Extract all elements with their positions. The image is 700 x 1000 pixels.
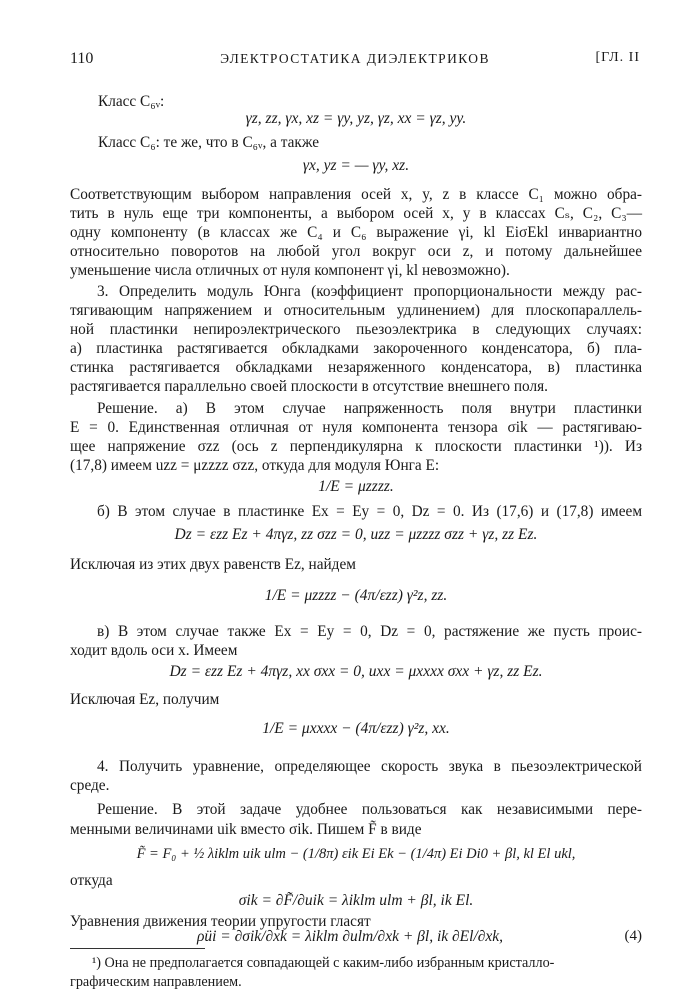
text-line: Соответствующим выбором направления осей x, y, z в классе C₁ можно обра- [70,186,642,203]
equation: Dz = εzz Ez + 4πγz, zz σzz = 0, uzz = μzzzz σzz + γz, zz Ez. [174,526,538,543]
running-title: ЭЛЕКТРОСТАТИКА ДИЭЛЕКТРИКОВ [220,51,490,66]
equation-number: (4) [624,928,642,944]
text-line: откуда [70,872,113,889]
text-line: щее напряжение σzz (ось z перпендикулярна к плоскости пластинки ¹)). Из [70,438,642,455]
footnote-text: Она не предполагается совпадающей с каким-либо избранным кристалло- [104,955,555,971]
equation: 1/E = μxxxx − (4π/εzz) γ²z, xx. [262,720,450,737]
equation: F̃ = F₀ + ½ λiklm uik ulm − (1/8π) εik Ei Ek − (1/4π) Ei Di0 + βl, kl El ukl, [136,846,576,862]
text-line: а) пластинка растягивается обкладками закороченного конденсатора, б) пла- [70,340,642,357]
footnote-line-1 [92,954,642,973]
text-line: Исключая из этих двух равенств Ez, найдем [70,556,356,573]
equation: σik = ∂F̃/∂uik = λiklm ulm + βl, ik El. [238,892,474,909]
text-line: Исключая Ez, получим [70,691,220,708]
text-line: Класс C₆ᵥ: [98,93,165,110]
text-line: среде. [70,777,110,794]
equation: γz, zz, γx, xz = γy, yz, γz, xx = γz, yy. [245,110,467,127]
text-line: тягивающим напряжением и относительным удлинением) для плоскопараллель- [70,302,642,319]
solution-line: Решение. В этой задаче удобнее пользоваться как независимыми пере- [97,801,642,818]
text-line: ной пластинки непироэлектрического пьезоэлектрика в следующих случаях: [70,321,642,338]
problem-4-title: 4. Получить уравнение, определяющее скорость звука в пьезоэлектрической [97,758,642,775]
text-line: в) В этом случае также Ex = Ey = 0, Dz = 0, растяжение же пусть проис- [97,623,642,640]
text-line: тить в нуль еще три компоненты, а выбором осей x, y в классах Cₛ, C₂, C₃— [70,205,642,222]
equation: Dz = εzz Ez + 4πγz, xx σxx = 0, uxx = μxxxx σxx + γz, zz Ez. [169,663,543,680]
text-line: одну компоненту (в классах же C₄ и C₆ выражение γi, kl EiσEkl инвариантно [70,224,642,241]
text-line: ходит вдоль оси x. Имеем [70,642,238,659]
text-line: относительно поворотов на любой угол вокруг оси z, и потому дальнейшее [70,243,642,260]
text-line: менными величинами uik вместо σik. Пишем F̃ в виде [70,821,422,838]
text-line: Уравнения движения теории упругости гласят [70,913,371,930]
text-line: (17,8) имеем uzz = μzzzz σzz, откуда для модуля Юнга E: [70,457,440,474]
running-header [70,50,640,74]
text-line: уменьшение числа отличных от нуля компонент γi, kl невозможно). [70,262,510,279]
text-line: E = 0. Единственная отличная от нуля компонента тензора σik — растягиваю- [70,419,642,436]
footnote-line-2: графическим направлением. [70,974,242,990]
text-line: б) В этом случае в пластинке Ex = Ey = 0, Dz = 0. Из (17,6) и (17,8) имеем [97,503,642,520]
footnote-rule [70,948,205,949]
equation: 1/E = μzzzz − (4π/εzz) γ²z, zz. [264,587,448,604]
equation: γx, yz = — γy, xz. [302,157,410,174]
equation: ρüi = ∂σik/∂xk = λiklm ∂ulm/∂xk + βl, ik ∂El/∂xk, [196,928,504,945]
chapter-label: [ГЛ. II [595,50,640,65]
problem-3-title: 3. Определить модуль Юнга (коэффициент пропорциональности между рас- [97,283,642,300]
text-line: стинка растягивается обкладками незаряженного конденсатора, в) пластинка [70,359,642,376]
equation: 1/E = μzzzz. [318,478,394,495]
footnote-marker: ¹) [92,955,101,971]
solution-line: Решение. а) В этом случае напряженность поля внутри пластинки [97,400,642,417]
page-number: 110 [70,50,94,67]
text-line: растягивается параллельно своей плоскости в отсутствие внешнего поля. [70,378,548,395]
text-line: Класс C₆: те же, что в C₆ᵥ, а также [98,134,319,151]
